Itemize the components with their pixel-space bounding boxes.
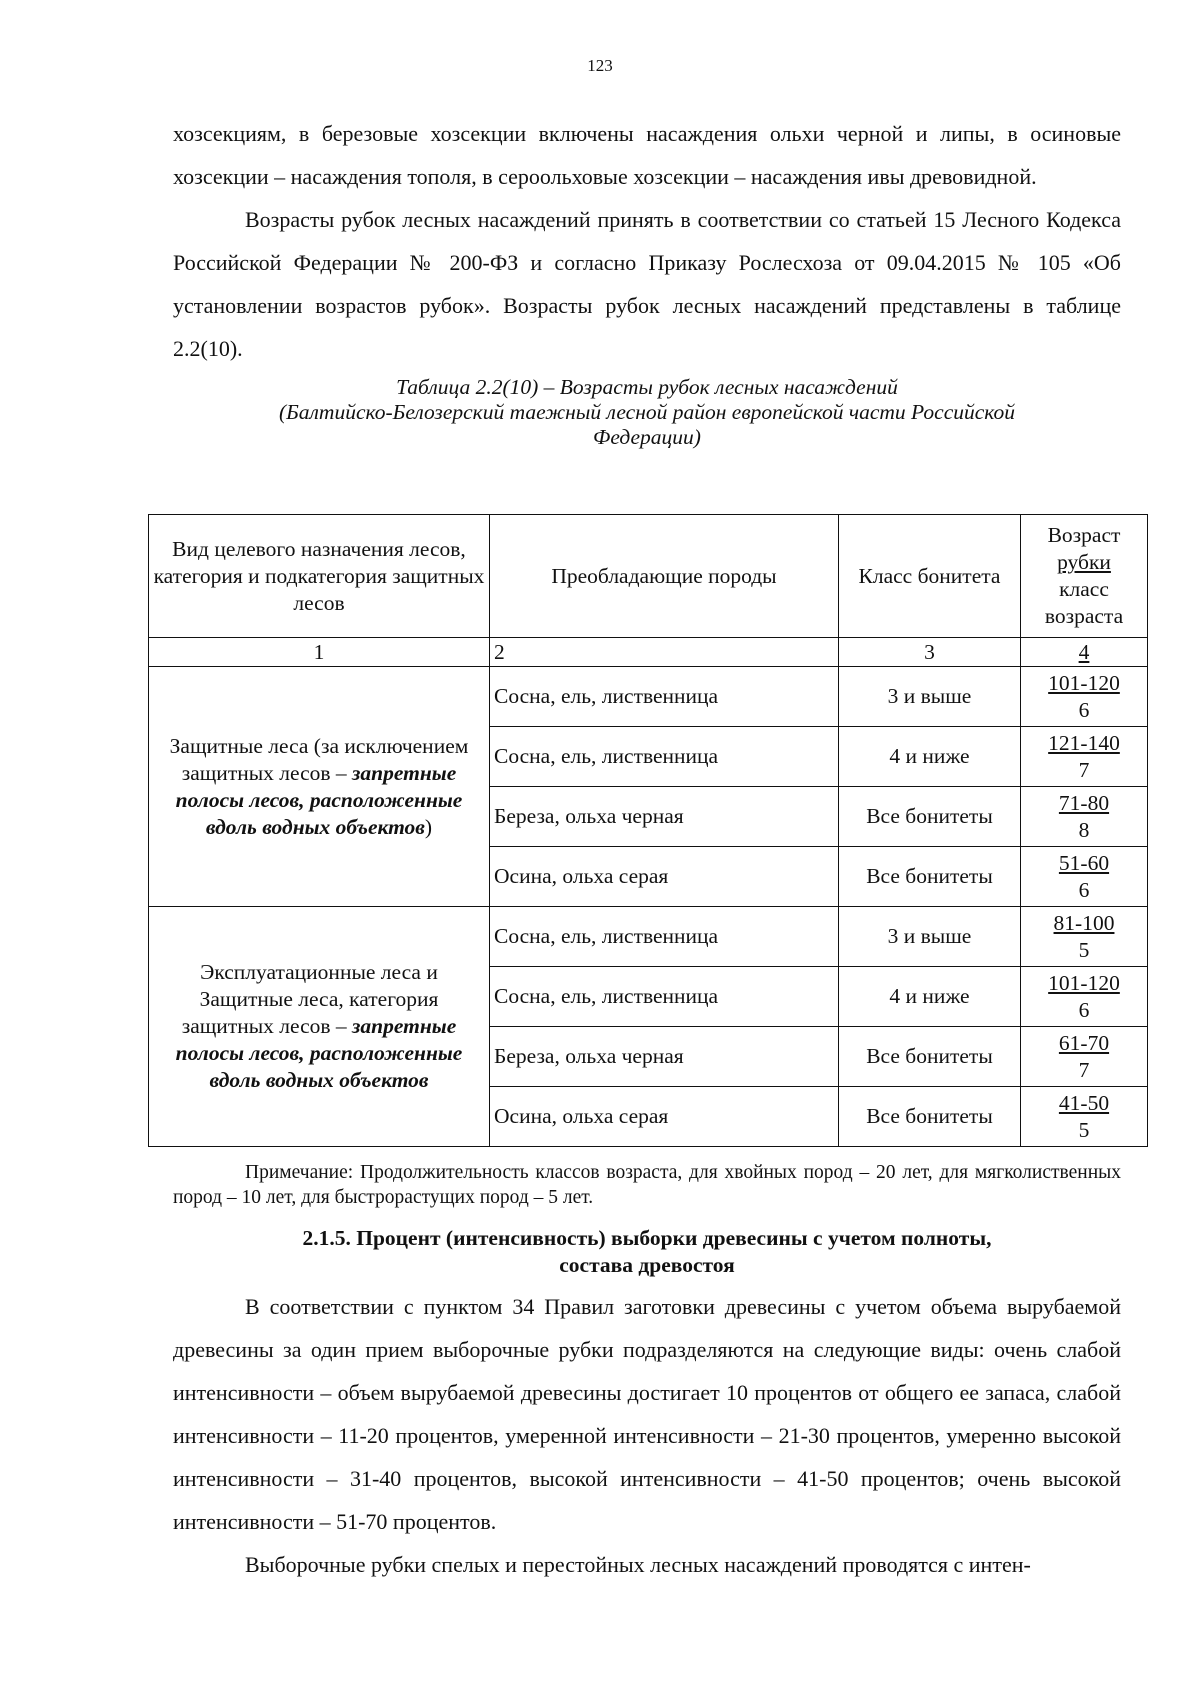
bonitet-cell: Все бонитеты bbox=[839, 787, 1021, 847]
cutting-age-cell bbox=[1021, 787, 1148, 847]
cutting-age-range: 81-100 bbox=[1053, 910, 1115, 935]
table-caption-line: Федерации) bbox=[593, 425, 701, 449]
body-text-top bbox=[173, 112, 1121, 450]
cutting-age-range: 121-140 bbox=[1048, 730, 1120, 755]
age-class: 7 bbox=[1078, 1057, 1090, 1082]
bonitet-cell: 4 и ниже bbox=[839, 727, 1021, 787]
age-class: 5 bbox=[1078, 1117, 1090, 1142]
note-label: Примечание: bbox=[245, 1162, 354, 1183]
body-text-bottom bbox=[173, 1285, 1121, 1586]
cutting-age-range: 51-60 bbox=[1058, 850, 1110, 875]
bonitet-cell: Все бонитеты bbox=[839, 1087, 1021, 1147]
age-class: 7 bbox=[1078, 757, 1090, 782]
cutting-age-cell bbox=[1021, 907, 1148, 967]
species-cell: Осина, ольха серая bbox=[490, 1087, 839, 1147]
forest-category-cell: Эксплуатационные леса и Защитные леса, категория защитных лесов – запретные полосы лесов, расположенные вдоль водных объектов bbox=[149, 907, 490, 1147]
paragraph: Возрасты рубок лесных насаждений принять в соответствии со статьей 15 Лесного Кодекса Российской Федерации № 200-ФЗ и согласно Приказу Рослесхоза от 09.04.2015 № 105 «Об установлении возрастов рубок». Возрасты рубок лесных насаждений представлены в таблице 2.2(10). bbox=[173, 207, 1121, 361]
table-row bbox=[149, 907, 1148, 967]
species-cell: Береза, ольха черная bbox=[490, 787, 839, 847]
table-row bbox=[149, 667, 1148, 727]
cutting-age-range: 101-120 bbox=[1048, 970, 1120, 995]
section-heading-line: состава древостоя bbox=[559, 1253, 735, 1277]
cutting-age-range: 61-70 bbox=[1058, 1030, 1110, 1055]
cutting-age-range: 101-120 bbox=[1048, 670, 1120, 695]
species-cell: Сосна, ель, лиственница bbox=[490, 667, 839, 727]
cutting-age-cell bbox=[1021, 847, 1148, 907]
bonitet-cell: 4 и ниже bbox=[839, 967, 1021, 1027]
note-text: Продолжительность классов возраста, для хвойных пород – 20 лет, для мягколиственных пород – 10 лет, для быстрорастущих пород – 5 лет. bbox=[173, 1162, 1121, 1208]
column-number: 3 bbox=[839, 638, 1021, 667]
table-caption-line: Таблица 2.2(10) – Возрасты рубок лесных насаждений bbox=[396, 375, 898, 399]
header-species: Преобладающие породы bbox=[490, 515, 839, 638]
species-cell: Сосна, ель, лиственница bbox=[490, 727, 839, 787]
bonitet-cell: Все бонитеты bbox=[839, 847, 1021, 907]
paragraph: хозсекциям, в березовые хозсекции включены насаждения ольхи черной и липы, в осиновые хозсекции – насаждения тополя, в сероольховые хозсекции – насаждения ивы древовидной. bbox=[173, 121, 1121, 189]
cutting-age-cell bbox=[1021, 967, 1148, 1027]
age-class: 8 bbox=[1078, 817, 1090, 842]
cutting-age-cell bbox=[1021, 1087, 1148, 1147]
table-caption-line: (Балтийско-Белозерский таежный лесной район европейской части Российской bbox=[278, 400, 1016, 424]
section-heading bbox=[173, 1225, 1121, 1279]
column-number: 2 bbox=[490, 638, 839, 667]
header-age: Возраст рубки класс возраста bbox=[1021, 515, 1148, 638]
cutting-age-cell bbox=[1021, 727, 1148, 787]
bonitet-cell: 3 и выше bbox=[839, 907, 1021, 967]
species-cell: Береза, ольха черная bbox=[490, 1027, 839, 1087]
age-class: 6 bbox=[1078, 997, 1090, 1022]
age-class: 6 bbox=[1078, 697, 1090, 722]
age-class: 5 bbox=[1078, 937, 1090, 962]
forest-category-cell: Защитные леса (за исключением защитных лесов – запретные полосы лесов, расположенные вдоль водных объектов) bbox=[149, 667, 490, 907]
column-number: 4 bbox=[1021, 638, 1148, 667]
column-number: 1 bbox=[149, 638, 490, 667]
paragraph: В соответствии с пунктом 34 Правил заготовки древесины с учетом объема вырубаемой древесины за один прием выборочные рубки подразделяются на следующие виды: очень слабой интенсивности – объем вырубаемой древесины достигает 10 процентов от общего ее запаса, слабой интенсивности – 11-20 процентов, умеренной интенсивности – 21-30 процентов, умеренно высокой интенсивности – 31-40 процентов, высокой интенсивности – 41-50 процентов; очень высокой интенсивности – 51-70 процентов. bbox=[173, 1294, 1121, 1534]
page-number: 123 bbox=[587, 56, 613, 75]
table-note bbox=[173, 1160, 1121, 1210]
cutting-age-range: 41-50 bbox=[1058, 1090, 1110, 1115]
cutting-age-cell bbox=[1021, 1027, 1148, 1087]
species-cell: Сосна, ель, лиственница bbox=[490, 907, 839, 967]
section-heading-line: 2.1.5. Процент (интенсивность) выборки древесины с учетом полноты, bbox=[302, 1226, 992, 1250]
cutting-age-cell bbox=[1021, 667, 1148, 727]
bonitet-cell: 3 и выше bbox=[839, 667, 1021, 727]
species-cell: Осина, ольха серая bbox=[490, 847, 839, 907]
table-caption bbox=[173, 375, 1121, 450]
age-class: 6 bbox=[1078, 877, 1090, 902]
paragraph: Выборочные рубки спелых и перестойных лесных насаждений проводятся с интен- bbox=[245, 1552, 1031, 1577]
bonitet-cell: Все бонитеты bbox=[839, 1027, 1021, 1087]
header-purpose: Вид целевого назначения лесов, категория и подкатегория защитных лесов bbox=[149, 515, 490, 638]
cutting-age-range: 71-80 bbox=[1058, 790, 1110, 815]
header-bonitet: Класс бонитета bbox=[839, 515, 1021, 638]
species-cell: Сосна, ель, лиственница bbox=[490, 967, 839, 1027]
cutting-age-table bbox=[148, 514, 1148, 1147]
